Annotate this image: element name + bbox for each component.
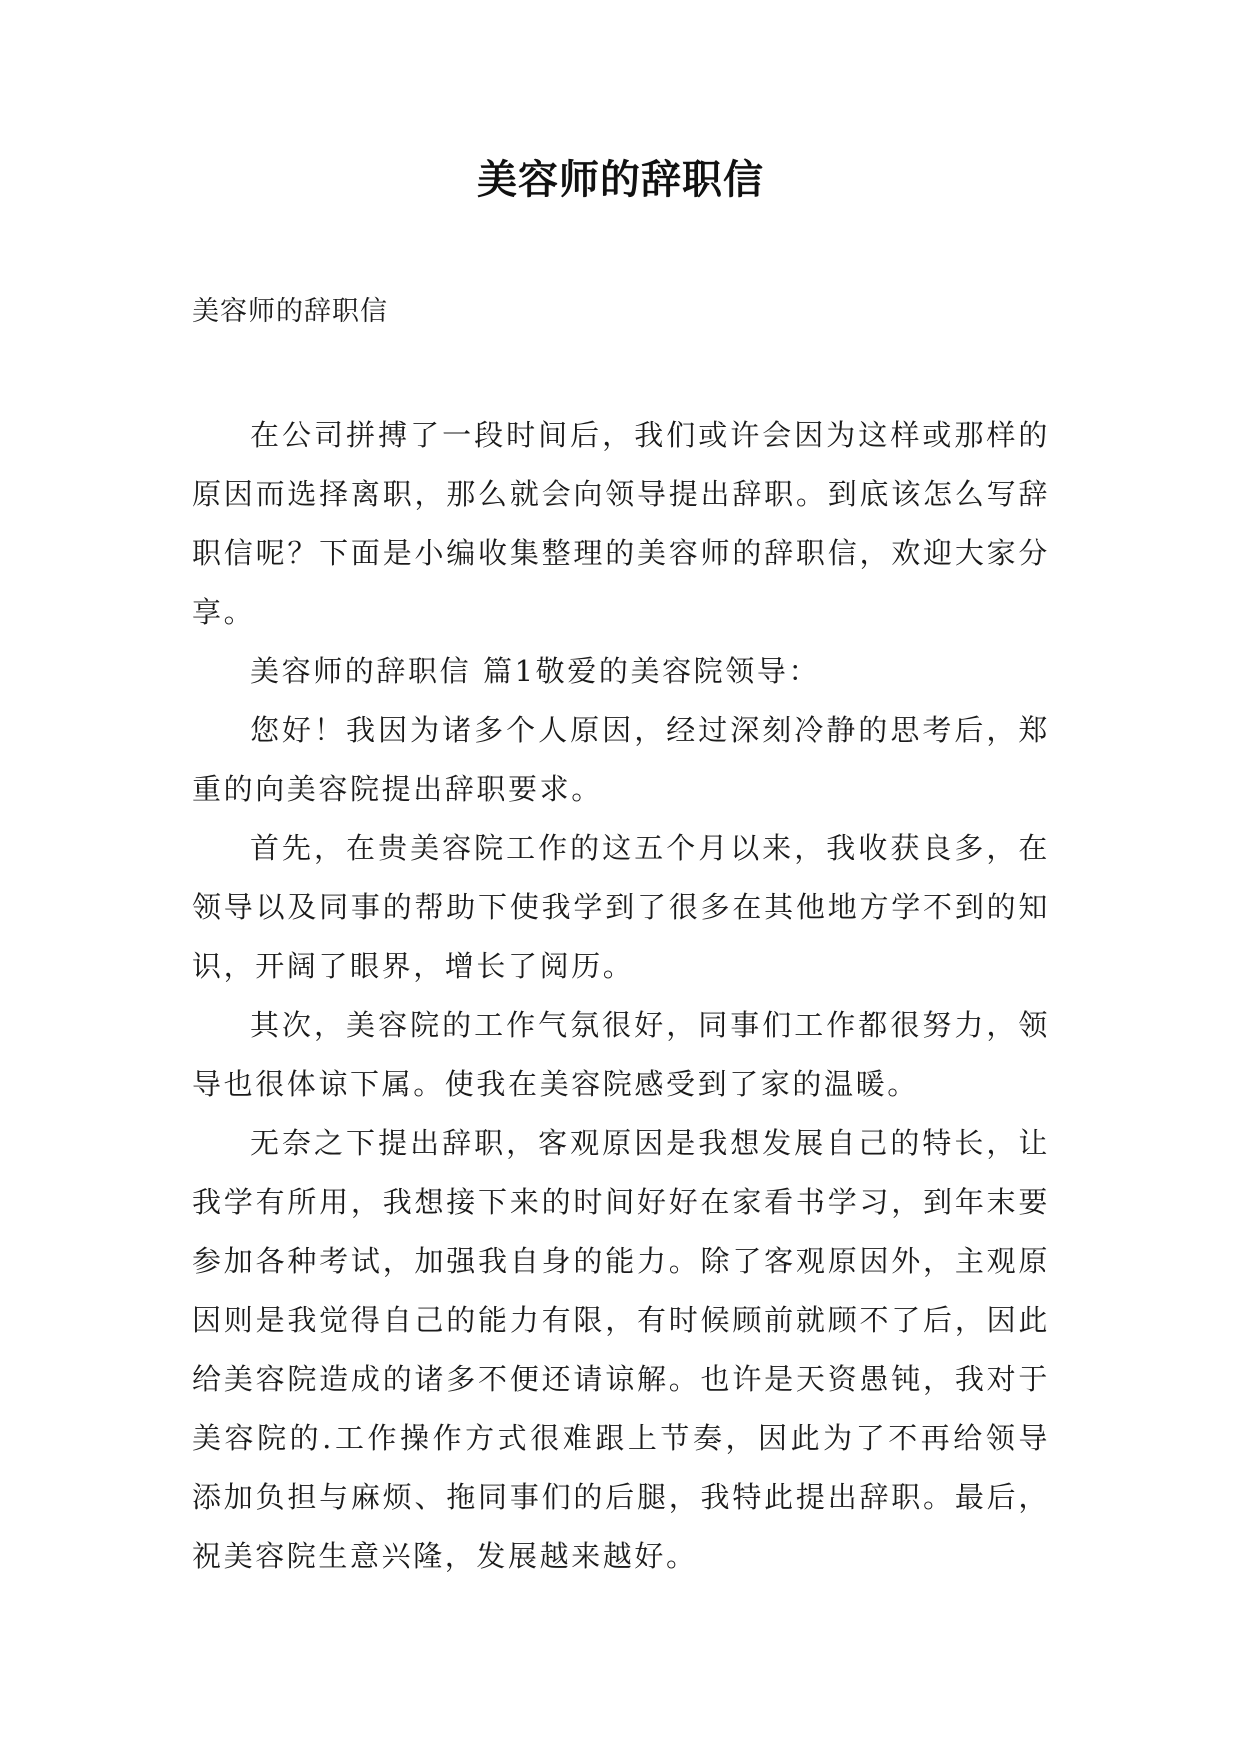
paragraph-closing: 无奈之下提出辞职，客观原因是我想发展自己的特长，让我学有所用，我想接下来的时间好好在家看书学习，到年末要参加各种考试，加强我自身的能力。除了客观原因外，主观原因则是我觉得自己的能力有限，有时候顾前就顾不了后，因此给美容院造成的诸多不便还请谅解。也许是天资愚钝，我对于美容院的.工作操作方式很难跟上节奏，因此为了不再给领导添加负担与麻烦、拖同事们的后腿，我特此提出辞职。最后，祝美容院生意兴隆，发展越来越好。 bbox=[192, 1126, 1050, 1573]
paragraph-salutation: 美容师的辞职信 篇1敬爱的美容院领导： bbox=[250, 654, 821, 688]
document-body bbox=[192, 406, 1050, 1586]
paragraph-greeting: 您好！我因为诸多个人原因，经过深刻冷静的思考后，郑重的向美容院提出辞职要求。 bbox=[192, 713, 1050, 806]
document-subtitle: 美容师的辞职信 bbox=[192, 296, 388, 327]
page-title: 美容师的辞职信 bbox=[477, 156, 764, 203]
paragraph-second-reason: 其次，美容院的工作气氛很好，同事们工作都很努力，领导也很体谅下属。使我在美容院感受到了家的温暖。 bbox=[192, 1008, 1050, 1101]
paragraph-intro: 在公司拼搏了一段时间后，我们或许会因为这样或那样的原因而选择离职，那么就会向领导提出辞职。到底该怎么写辞职信呢？下面是小编收集整理的美容师的辞职信，欢迎大家分享。 bbox=[192, 418, 1050, 629]
paragraph-first-reason: 首先，在贵美容院工作的这五个月以来，我收获良多，在领导以及同事的帮助下使我学到了很多在其他地方学不到的知识，开阔了眼界，增长了阅历。 bbox=[192, 831, 1050, 983]
